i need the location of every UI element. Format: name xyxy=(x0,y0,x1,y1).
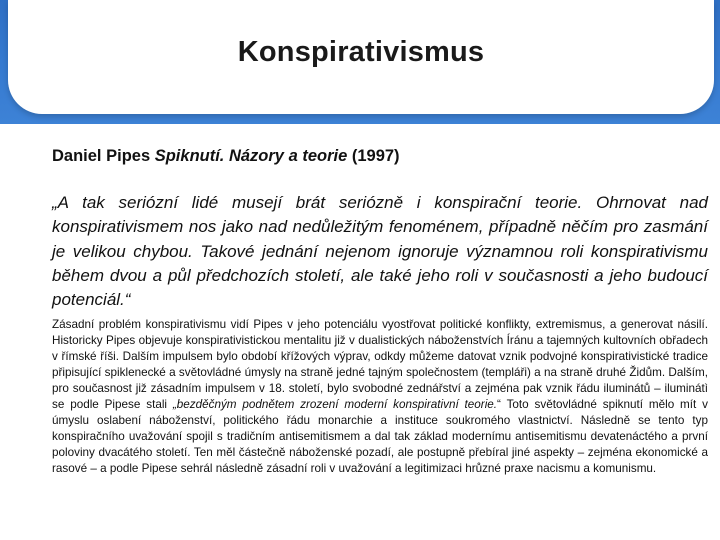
pipes-quote: „A tak seriózní lidé musejí brát seriózně i konspirační teorie. Ohrnovat nad konspirativismem nos jako nad nedůležitým fenoménem, případně něčím pro zasmání je velikou chybou. Takové jednání nejenom ignoruje významnou roli konspirativismu během dvou a půl předchozích století, ale také jeho roli v současnosti a jeho budoucí potenciál.“ xyxy=(52,193,708,310)
title-card xyxy=(8,0,714,114)
slide-title: Konspirativismus xyxy=(237,36,485,68)
source-year: (1997) xyxy=(347,147,400,165)
source-citation xyxy=(52,144,708,168)
body-part-2: “ Toto světovládné spiknutí mělo mít v úmyslu oslabení náboženství, politického řádu monarchie a instituce soukromého vlastnictví. Následně se tento typ konspiračního uvažování spojil s tradičním antisemitismem a dal tak základ modernímu antisemitismu devatenáctého a první poloviny dvacátého století. Ten měl částečně náboženské pozadí, ale postupně přebíral jiné aspekty – zejména ekonomické a rasové – a podle Pipese sehrál následně zásadní roli v uvažování a legitimizaci hrůzné praxe nacismu a komunismu. xyxy=(52,398,708,475)
body-part-1: Zásadní problém konspirativismu vidí Pipes v jeho potenciálu vyostřovat politické konflikty, extremismus, a generovat násilí. Historicky Pipes objevuje konspirativistickou mentalitu již v dualistických náboženstvích Íránu a tajemných kultovních obřadech v římské říši. Dalším impulsem bylo období křížových výprav, odkdy můžeme datovat vznik podvojné konspirativistické tradice připisující spiklenecké a světovládné úmysly na straně jedné tajným společnostem (templáři) a na straně druhé Židům. Dalším, pro současnost již zásadním impulsem v 18. století, bylo svobodné zednářství a zejména pak vznik řádu iluminátů – iluminátì se podle Pipese stali xyxy=(52,318,708,412)
source-author: Daniel Pipes xyxy=(52,147,155,165)
body-emphasis: „bezděčným podnětem zrození moderní konspirativní teorie. xyxy=(172,398,498,412)
body-paragraph xyxy=(52,317,708,476)
slide-content xyxy=(52,144,708,477)
source-work-title: Spiknutí. Názory a teorie xyxy=(154,147,348,165)
